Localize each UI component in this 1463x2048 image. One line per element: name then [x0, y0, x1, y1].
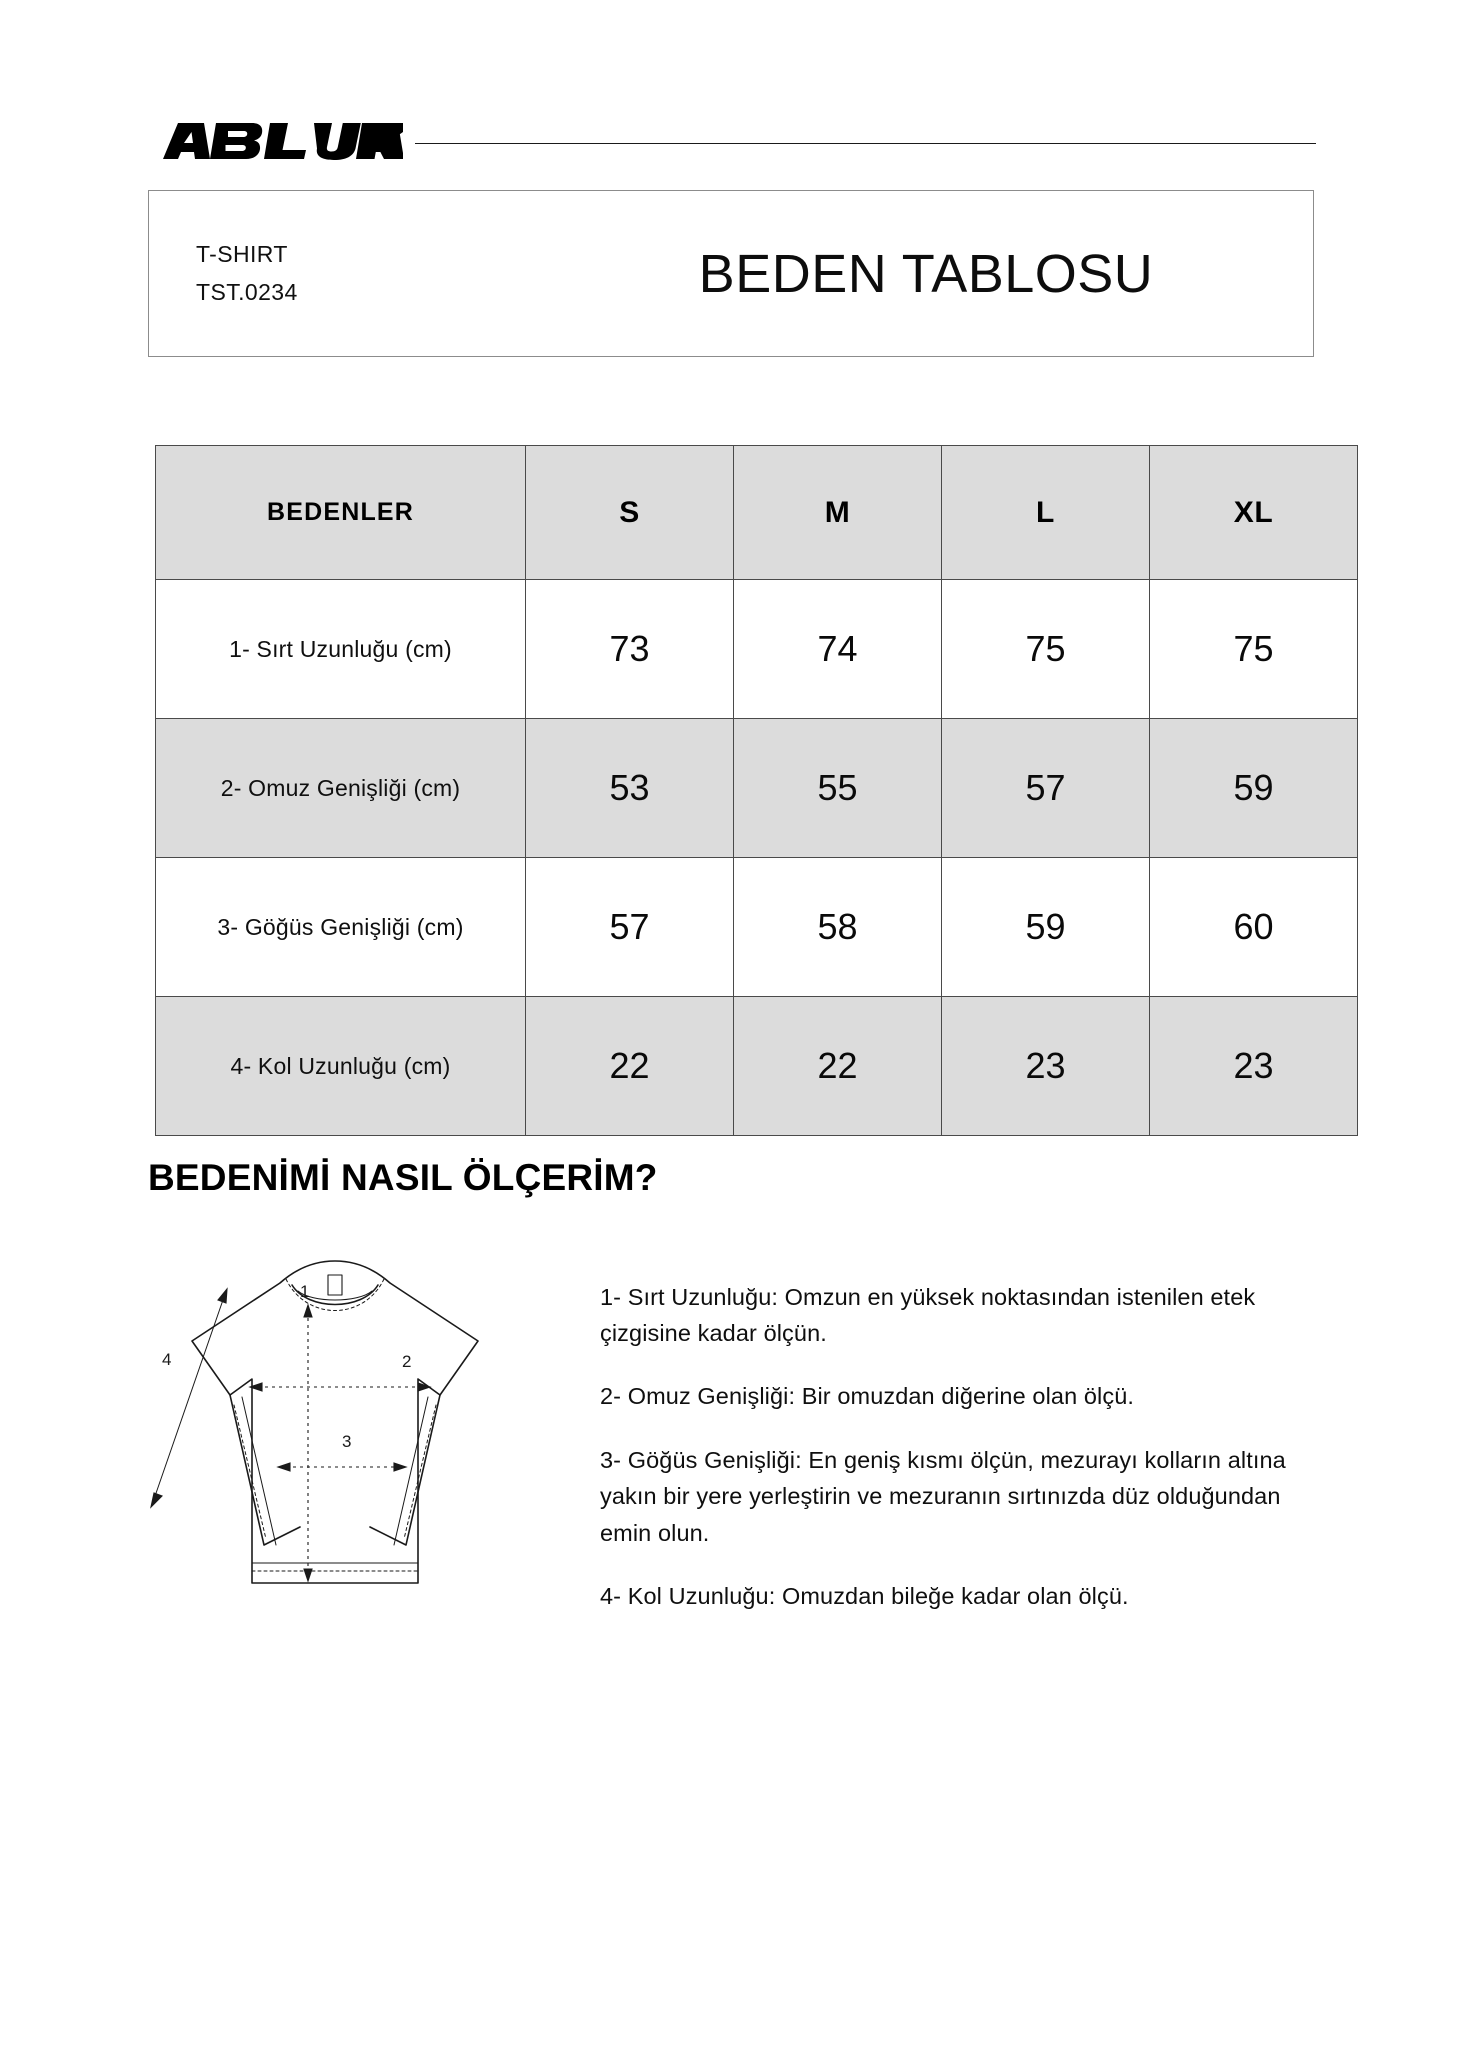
diagram-label-1: 1 — [300, 1282, 310, 1301]
row-label-sleeve-length: 4- Kol Uzunluğu (cm) — [156, 997, 526, 1136]
instruction-shoulder-width: 2- Omuz Genişliği: Bir omuzdan diğerine olan ölçü. — [600, 1383, 1135, 1410]
row-label-shoulder-width: 2- Omuz Genişliği (cm) — [156, 719, 526, 858]
diagram-label-4: 4 — [162, 1350, 172, 1369]
table-row — [156, 858, 1358, 997]
header-divider-line — [415, 143, 1316, 144]
cell-sleeve-length-xl: 23 — [1150, 997, 1358, 1136]
cell-chest-width-s: 57 — [526, 858, 734, 997]
product-code: TST.0234 — [196, 278, 298, 305]
cell-sleeve-length-m: 22 — [734, 997, 942, 1136]
size-table — [155, 445, 1358, 1136]
cell-back-length-xl: 75 — [1150, 580, 1358, 719]
cell-chest-width-m: 58 — [734, 858, 942, 997]
cell-chest-width-xl: 60 — [1150, 858, 1358, 997]
cell-shoulder-width-s: 53 — [526, 719, 734, 858]
guide-heading: BEDENİMİ NASIL ÖLÇERİM? — [148, 1157, 658, 1198]
column-header-s: S — [526, 446, 734, 580]
cell-back-length-m: 74 — [734, 580, 942, 719]
product-info-box — [148, 190, 1314, 357]
cell-shoulder-width-m: 55 — [734, 719, 942, 858]
abluka-logo — [148, 121, 403, 161]
diagram-label-2: 2 — [402, 1352, 412, 1371]
column-header-l: L — [942, 446, 1150, 580]
page-title: BEDEN TABLOSU — [698, 243, 1154, 304]
instruction-back-length: 1- Sırt Uzunluğu: Omzun en yüksek noktasından istenilen etek çizgisine kadar ölçün. — [600, 1283, 1256, 1346]
cell-back-length-s: 73 — [526, 580, 734, 719]
cell-shoulder-width-xl: 59 — [1150, 719, 1358, 858]
column-header-xl: XL — [1150, 446, 1358, 580]
cell-shoulder-width-l: 57 — [942, 719, 1150, 858]
tshirt-measurement-diagram — [130, 1245, 550, 1645]
table-header-row — [156, 446, 1358, 580]
instruction-chest-width: 3- Göğüs Genişliği: En geniş kısmı ölçün, mezurayı kolların altına yakın bir yere yerleştirin ve mezuranın sırtınızda düz olduğundan emin olun. — [600, 1446, 1286, 1546]
size-table-body — [156, 580, 1358, 1136]
diagram-label-3: 3 — [342, 1432, 352, 1451]
row-label-back-length: 1- Sırt Uzunluğu (cm) — [156, 580, 526, 719]
cell-back-length-l: 75 — [942, 580, 1150, 719]
column-header-m: M — [734, 446, 942, 580]
page-header — [148, 118, 1316, 164]
column-header-measurements: BEDENLER — [156, 446, 526, 580]
table-row — [156, 997, 1358, 1136]
product-info-left — [149, 236, 579, 311]
row-label-chest-width: 3- Göğüs Genişliği (cm) — [156, 858, 526, 997]
table-row — [156, 719, 1358, 858]
measurement-instructions — [600, 1255, 1300, 1614]
table-row — [156, 580, 1358, 719]
product-type: T-SHIRT — [196, 241, 288, 268]
cell-sleeve-length-s: 22 — [526, 997, 734, 1136]
cell-chest-width-l: 59 — [942, 858, 1150, 997]
cell-sleeve-length-l: 23 — [942, 997, 1150, 1136]
instruction-sleeve-length: 4- Kol Uzunluğu: Omuzdan bileğe kadar olan ölçü. — [600, 1583, 1129, 1610]
size-table-head — [156, 446, 1358, 580]
